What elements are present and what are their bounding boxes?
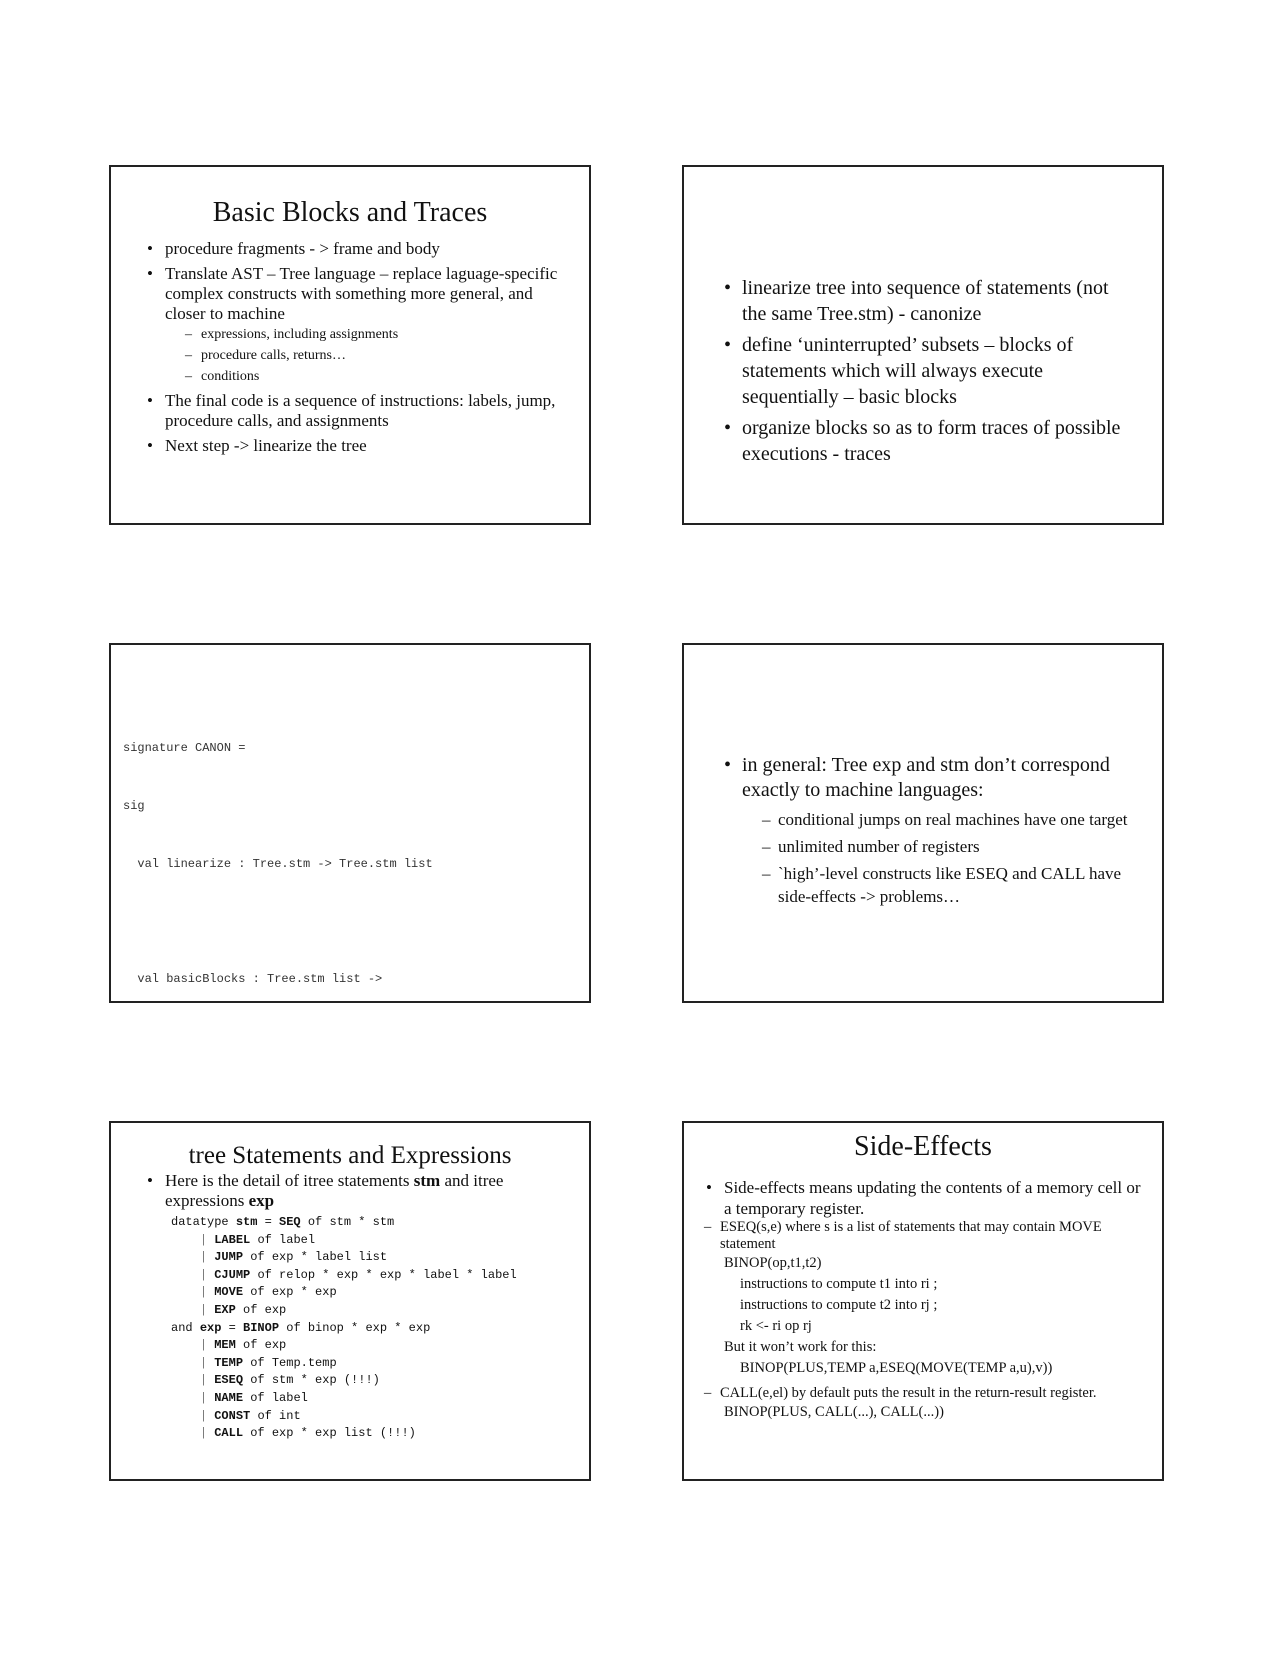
datatype-case-line [171, 1302, 589, 1320]
case-rest: of exp * label list [250, 1250, 388, 1265]
instruction-line: instructions to compute t2 into rj ; [740, 1297, 938, 1313]
datatype-case-line [171, 1408, 589, 1426]
case-rest: of relop * exp * exp * label * label [257, 1267, 517, 1282]
instruction-line: rk <- ri op rj [740, 1318, 812, 1334]
case-constructor: CONST [214, 1408, 251, 1423]
case-rest: of stm * exp (!!!) [250, 1373, 380, 1388]
exp-cases [171, 1337, 589, 1443]
bullet-item: • linearize tree into sequence of statements (not the same Tree.stm) - canonize [722, 275, 1132, 327]
slide-basic-blocks-and-traces [109, 165, 591, 525]
bullet-item: • The final code is a sequence of instructions: labels, jump, procedure calls, and assignments [145, 391, 565, 431]
case-bar: | [199, 1267, 208, 1282]
sub-bullet-item: – expressions, including assignments [185, 326, 565, 344]
case-constructor: MEM [214, 1338, 236, 1353]
stm-cases [171, 1232, 589, 1320]
final-line: BINOP(PLUS, CALL(...), CALL(...)) [724, 1404, 944, 1420]
instruction-line: instructions to compute t1 into ri ; [740, 1276, 938, 1292]
case-constructor: NAME [214, 1390, 244, 1405]
case-rest: of label [250, 1390, 308, 1405]
sub-bullet-item: – CALL(e,el) by default puts the result in the return-result register. [704, 1385, 1144, 1402]
code-constructor: BINOP [243, 1320, 280, 1335]
case-constructor: MOVE [214, 1285, 244, 1300]
bullet-list [722, 275, 1132, 467]
datatype-case-line [171, 1249, 589, 1267]
case-rest: of exp [243, 1302, 287, 1317]
sub-bullet-item: – conditional jumps on real machines have one target [762, 808, 1142, 831]
slide-title: tree Statements and Expressions [188, 1142, 512, 1169]
slide-title: Basic Blocks and Traces [212, 197, 488, 228]
case-rest: of exp * exp list (!!!) [250, 1426, 416, 1441]
datatype-case-line [171, 1355, 589, 1373]
sub-bullet-list [704, 1385, 1144, 1402]
case-bar: | [199, 1302, 208, 1317]
code-line: val basicBlocks : Tree.stm list -> [123, 971, 383, 986]
slide-title: Side-Effects [854, 1131, 992, 1162]
code-line: val linearize : Tree.stm -> Tree.stm list [123, 856, 433, 871]
bullet-item: • organize blocks so as to form traces of possible executions - traces [722, 415, 1132, 467]
bullet-list [722, 753, 1142, 908]
case-bar: | [199, 1232, 208, 1247]
code-line [171, 1320, 589, 1338]
case-bar: | [199, 1408, 208, 1423]
binop-line: BINOP(op,t1,t2) [724, 1255, 822, 1271]
case-constructor: CJUMP [214, 1267, 251, 1282]
code-token: = [228, 1320, 236, 1335]
case-rest: of exp * exp [250, 1285, 337, 1300]
bullet-keyword-exp: exp [248, 1191, 275, 1210]
bullet-item: • Side-effects means updating the contents of a memory cell or a temporary register. [704, 1177, 1144, 1219]
case-rest: of int [257, 1408, 301, 1423]
sub-bullet-item: – `high’-level constructs like ESEQ and CALL have side-effects -> problems… [762, 862, 1142, 908]
bullet-keyword-stm: stm [413, 1171, 441, 1190]
code-line: signature CANON = [123, 741, 246, 756]
case-rest: of exp [243, 1338, 287, 1353]
bullet-item: • Next step -> linearize the tree [145, 436, 565, 456]
code-type-name: exp [199, 1320, 222, 1335]
case-constructor: EXP [214, 1302, 236, 1317]
case-bar: | [199, 1426, 208, 1441]
sub-bullet-item: – unlimited number of registers [762, 835, 1142, 858]
datatype-case-line [171, 1267, 589, 1285]
case-constructor: ESEQ [214, 1373, 244, 1388]
case-constructor: CALL [214, 1426, 244, 1441]
case-bar: | [199, 1250, 208, 1265]
case-rest: of Temp.temp [250, 1355, 337, 1370]
bullet-text: Here is the detail of itree statements [165, 1171, 414, 1190]
binop-example: BINOP(PLUS,TEMP a,ESEQ(MOVE(TEMP a,u),v)) [740, 1360, 1053, 1376]
case-constructor: LABEL [214, 1232, 251, 1247]
sub-bullet-list [704, 1219, 1144, 1253]
datatype-case-line [171, 1232, 589, 1250]
case-constructor: TEMP [214, 1355, 244, 1370]
bullet-item [145, 264, 565, 386]
code-keyword: and [171, 1320, 193, 1335]
bullet-item: • define ‘uninterrupted’ subsets – blocks of statements which will always execute sequentially – basic blocks [722, 332, 1132, 410]
case-rest: of label [257, 1232, 316, 1247]
sub-bullet-list [185, 326, 565, 386]
bullet-list [145, 239, 565, 456]
code-token: of stm * stm [307, 1215, 395, 1229]
bullet-item: • procedure fragments - > frame and body [145, 239, 565, 259]
sub-bullet-item: – ESEQ(s,e) where s is a list of statements that may contain MOVE statement [704, 1219, 1144, 1253]
case-constructor: JUMP [214, 1250, 244, 1265]
case-bar: | [199, 1285, 208, 1300]
slide-linearize [682, 165, 1164, 525]
slide-tree-statements-expressions [109, 1121, 591, 1481]
code-keyword: datatype [171, 1215, 229, 1229]
but-line: But it won’t work for this: [724, 1339, 877, 1355]
code-type-name: stm [235, 1215, 258, 1229]
code-constructor: SEQ [279, 1215, 301, 1229]
datatype-code-block [171, 1214, 589, 1443]
bullet-text: and itree expressions [165, 1171, 504, 1210]
datatype-case-line [171, 1372, 589, 1390]
code-line [171, 1214, 589, 1232]
code-block [123, 701, 526, 1003]
case-bar: | [199, 1338, 208, 1353]
datatype-case-line [171, 1337, 589, 1355]
slide-tree-vs-machine [682, 643, 1164, 1003]
slide-side-effects [682, 1121, 1164, 1481]
slide-canon-signature [109, 643, 591, 1003]
case-bar: | [199, 1355, 208, 1370]
code-token: of binop * exp * exp [286, 1320, 431, 1335]
datatype-case-line [171, 1390, 589, 1408]
case-bar: | [199, 1390, 208, 1405]
datatype-case-line [171, 1425, 589, 1443]
bullet-item [145, 1171, 575, 1211]
bullet-text: Translate AST – Tree language – replace laguage-specific complex constructs with something more general, and closer to machine [165, 264, 558, 323]
datatype-case-line [171, 1284, 589, 1302]
bullet-text: in general: Tree exp and stm don’t correspond exactly to machine languages: [742, 754, 1110, 801]
bullet-item [722, 753, 1142, 908]
code-line [123, 912, 526, 931]
sub-bullet-item: – conditions [185, 368, 565, 386]
bullet-list [145, 1171, 575, 1211]
bullet-list [704, 1177, 1144, 1219]
case-bar: | [199, 1373, 208, 1388]
sub-bullet-list [762, 808, 1142, 908]
code-token: = [264, 1215, 272, 1229]
code-line: sig [123, 799, 145, 814]
sub-bullet-item: – procedure calls, returns… [185, 347, 565, 365]
